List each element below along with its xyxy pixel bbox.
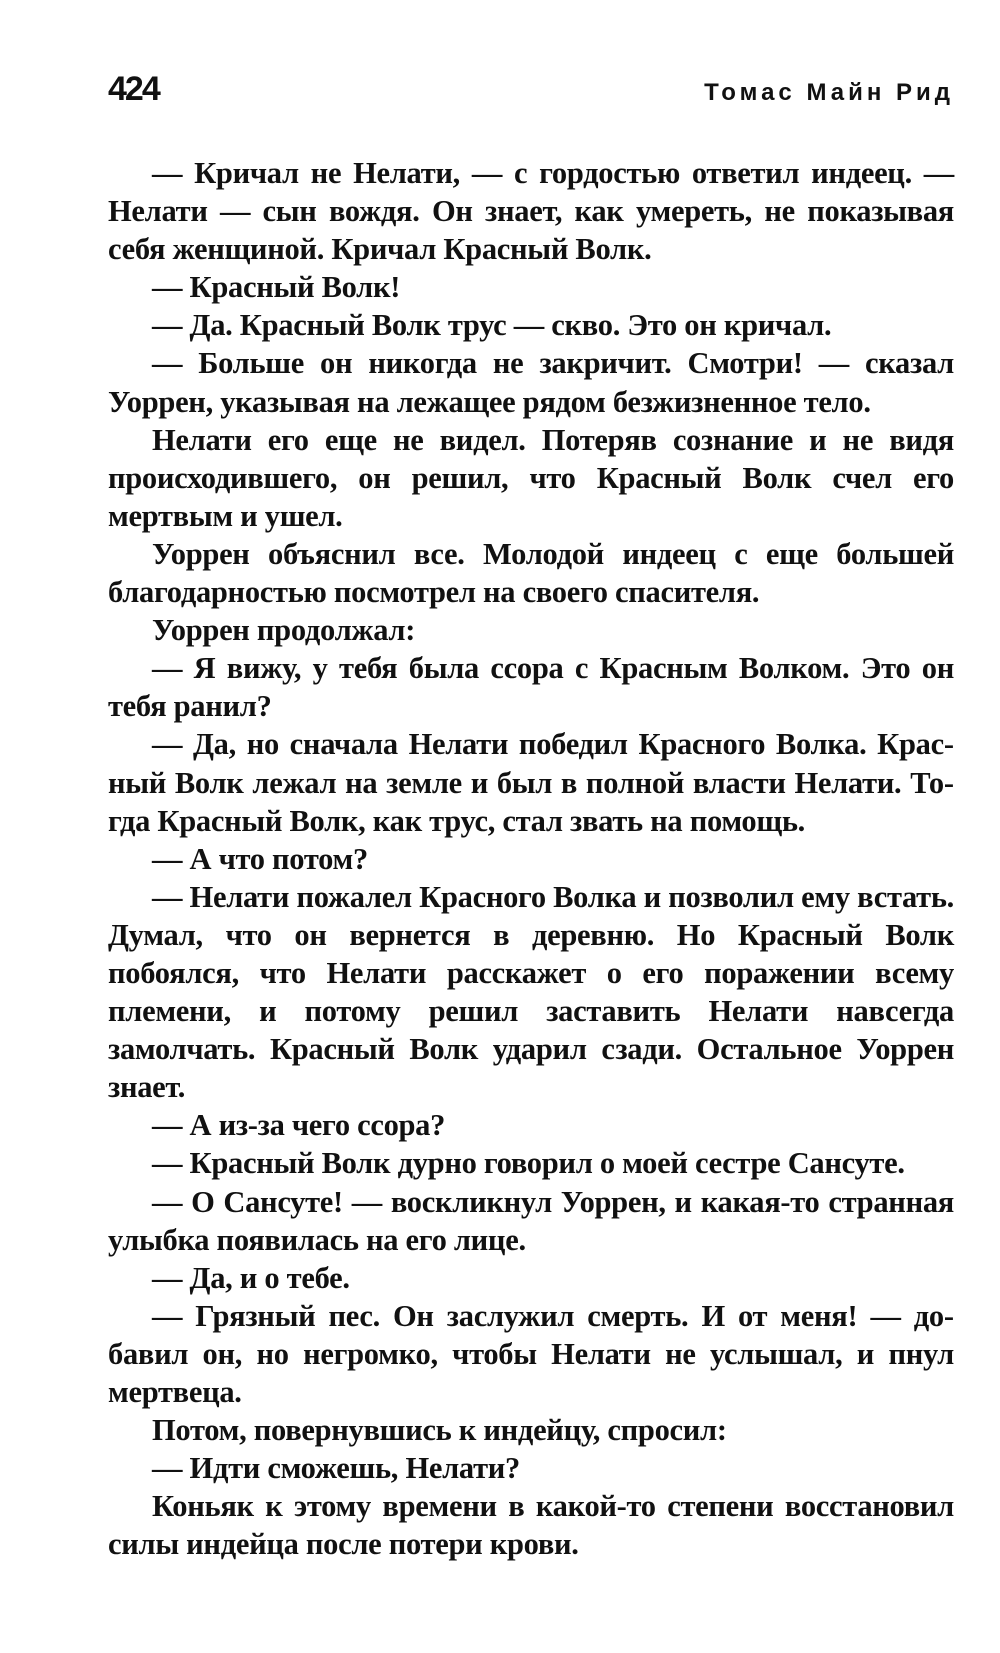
paragraph: Нелати его еще не видел. Потеряв сознание и не видя происходившего, он решил, что Красный Волк счел его мертвым и ушел. — [108, 422, 954, 533]
paragraph: Уоррен продолжал: — [152, 613, 416, 648]
paragraph: — Грязный пес. Он заслужил смерть. И от меня! — добавил он, но негромко, чтобы Нелати не услышал, и пнул мертвеца. — [108, 1298, 954, 1409]
paragraph: — А из-за чего ссора? — [152, 1108, 446, 1143]
page-header — [108, 72, 954, 136]
paragraph: Потом, повернувшись к индейцу, спросил: — [152, 1413, 727, 1448]
paragraph: — О Сансуте! — воскликнул Уоррен, и какая-то странная улыбка появилась на его лице. — [108, 1184, 954, 1257]
paragraph: — Больше он никогда не закричит. Смотри! — сказал Уоррен, указывая на лежащее рядом безжизненное тело. — [108, 346, 954, 419]
paragraph: — Да, и о тебе. — [152, 1260, 350, 1295]
paragraph: — Идти сможешь, Нелати? — [152, 1451, 520, 1486]
paragraph: — Нелати пожалел Красного Волка и позволил ему встать. Думал, что он вернется в деревню. Но Красный Волк побоялся, что Нелати расскажет о его поражении всему племени, и потому решил заставить Нелати навсегда замолчать. Красный Волк ударил сзади. Остальное Уоррен знает. — [108, 879, 954, 1105]
body-text — [108, 154, 954, 1563]
paragraph: Уоррен объяснил все. Молодой индеец с еще большей благодарностью посмотрел на своего спасителя. — [108, 536, 954, 610]
paragraph: — Да. Красный Волк трус — скво. Это он кричал. — [152, 308, 832, 343]
paragraph: — Красный Волк! — [152, 270, 401, 305]
paragraph: Коньяк к этому времени в какой-то степени восстановил силы индейца после потери крови. — [108, 1489, 954, 1562]
paragraph: — Кричал не Нелати, — с гордостью ответил индеец. — Нелати — сын вождя. Он знает, как умереть, не показывая себя женщиной. Кричал Красный Волк. — [108, 156, 954, 267]
paragraph: — Да, но сначала Нелати победил Красного Волка. Красный Волк лежал на земле и был в полной власти Нелати. Тогда Красный Волк, как трус, стал звать на помощь. — [108, 727, 954, 838]
running-title: Томас Майн Рид — [704, 79, 954, 106]
paragraph: — Я вижу, у тебя была ссора с Красным Волком. Это он тебя ранил? — [108, 651, 954, 724]
paragraph: — Красный Волк дурно говорил о моей сестре Сансуте. — [152, 1146, 905, 1181]
paragraph: — А что потом? — [152, 841, 368, 876]
page-number: 424 — [108, 70, 159, 108]
